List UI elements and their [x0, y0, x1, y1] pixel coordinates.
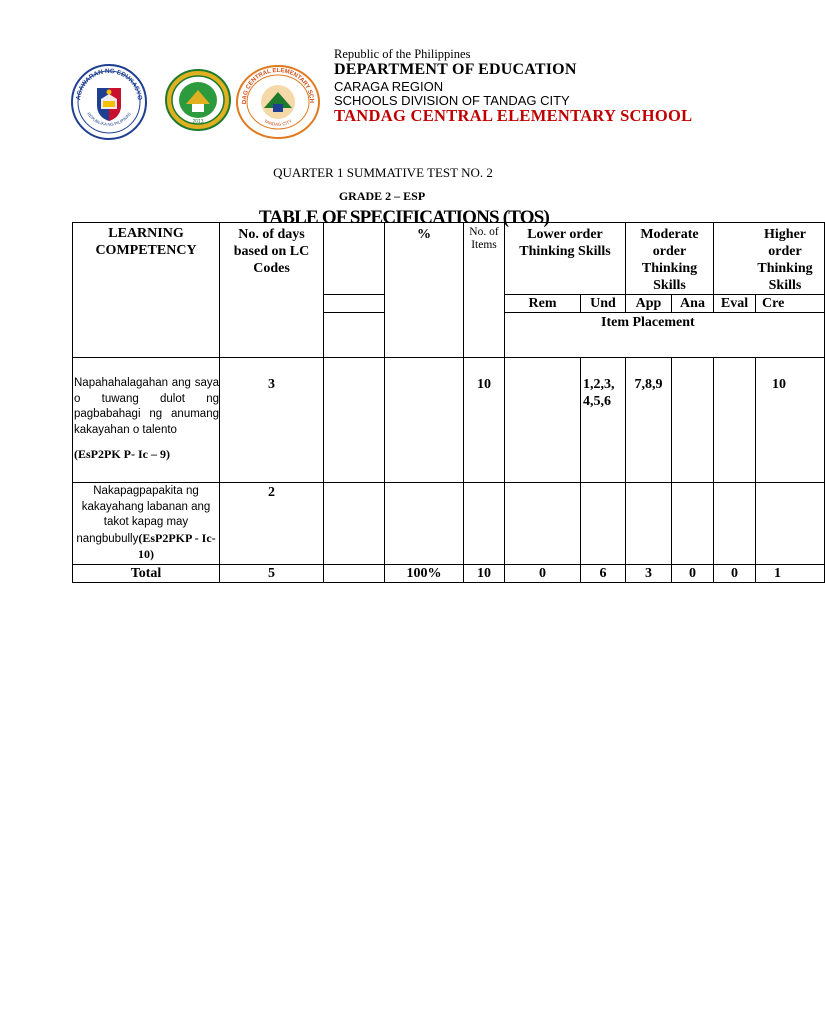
- total-items: 10: [464, 564, 505, 582]
- svg-text:TANDAG CITY: TANDAG CITY: [263, 118, 293, 127]
- cre-cell: 10: [756, 358, 825, 483]
- region-name: CARAGA REGION: [334, 79, 444, 94]
- app-cell: 7,8,9: [626, 358, 672, 483]
- percent-cell: [385, 483, 464, 565]
- header-blank: [324, 223, 385, 295]
- total-ana: 0: [672, 564, 714, 582]
- tos-title: TABLE OF SPECIFICATIONS (TOS): [258, 207, 550, 228]
- items-cell: [464, 483, 505, 565]
- svg-text:TANDAG CENTRAL ELEMENTARY SCHO: DAG CENTRAL ELEMENTARY SCH: [241, 67, 315, 105]
- total-days: 5: [220, 564, 324, 582]
- svg-text:2013: 2013: [192, 119, 204, 125]
- deped-seal-icon: [70, 63, 148, 141]
- cre-cell: [756, 483, 825, 565]
- total-rem: 0: [505, 564, 581, 582]
- rem-cell: [505, 358, 581, 483]
- competency-cell: [73, 483, 220, 565]
- eval-cell: [714, 483, 756, 565]
- division-name: SCHOOLS DIVISION OF TANDAG CITY: [334, 93, 570, 108]
- competency-text: Napahahalagahan ang saya o tuwang dulot ng pagbabahagi ng anumang kakayahan o talento: [74, 377, 219, 436]
- competency-code: (EsP2PK P- Ic – 9): [74, 447, 170, 461]
- grade-subject: GRADE 2 – ESP: [338, 189, 426, 203]
- und-cell: 1,2,3, 4,5,6: [581, 358, 626, 483]
- header-learning-competency: LEARNING COMPETENCY: [73, 223, 220, 358]
- header-cre: Cre: [756, 295, 825, 313]
- header-percent: %: [385, 223, 464, 358]
- header-item-placement: Item Placement: [505, 313, 825, 358]
- blank-cell: [324, 295, 385, 313]
- und-cell: [581, 483, 626, 565]
- header-ana: Ana: [672, 295, 714, 313]
- total-und: 6: [581, 564, 626, 582]
- tces-seal-icon: [234, 64, 322, 140]
- items-cell: 10: [464, 358, 505, 483]
- tos-table: [72, 222, 825, 583]
- rem-cell: [505, 483, 581, 565]
- eval-cell: [714, 358, 756, 483]
- header-items: No. of Items: [464, 223, 505, 358]
- svg-text:REPUBLIKA NG PILIPINAS: REPUBLIKA NG PILIPINAS: [86, 111, 132, 127]
- svg-text:KAGAWARAN NG EDUKASYON: AGAWARAN NG EDUKASYO: [75, 67, 144, 101]
- header-moderate-order: Moderate order Thinking Skills: [626, 223, 714, 295]
- percent-cell: [385, 358, 464, 483]
- header-und: Und: [581, 295, 626, 313]
- ana-cell: [672, 358, 714, 483]
- school-seal-icon: [164, 68, 232, 132]
- app-cell: [626, 483, 672, 565]
- days-cell: 3: [220, 358, 324, 483]
- total-percent: 100%: [385, 564, 464, 582]
- blank-cell: [324, 313, 385, 358]
- total-label: Total: [73, 564, 220, 582]
- competency-cell: [73, 358, 220, 483]
- header-rem: Rem: [505, 295, 581, 313]
- competency-text: Nakapagpapakita ng kakayahang labanan ang takot kapag may nangbubully: [76, 485, 211, 545]
- competency-code: (EsP2PKP - Ic-10): [138, 530, 216, 561]
- header-higher-order: Higher order Thinking Skills: [714, 223, 825, 295]
- total-eval: 0: [714, 564, 756, 582]
- days-cell: 2: [220, 483, 324, 565]
- school-name: TANDAG CENTRAL ELEMENTARY SCHOOL: [334, 106, 693, 125]
- header-app: App: [626, 295, 672, 313]
- total-cre: 1: [756, 564, 825, 582]
- republic-label: Republic of the Philippines: [334, 47, 471, 61]
- ana-cell: [672, 483, 714, 565]
- test-title: QUARTER 1 SUMMATIVE TEST NO. 2: [273, 165, 493, 180]
- header-eval: Eval: [714, 295, 756, 313]
- header-days: No. of days based on LC Codes: [220, 223, 324, 358]
- department-name: DEPARTMENT OF EDUCATION: [334, 61, 577, 78]
- header-lower-order: Lower order Thinking Skills: [505, 223, 626, 295]
- blank-cell: [324, 358, 385, 483]
- total-app: 3: [626, 564, 672, 582]
- blank-cell: [324, 483, 385, 565]
- blank-cell: [324, 564, 385, 582]
